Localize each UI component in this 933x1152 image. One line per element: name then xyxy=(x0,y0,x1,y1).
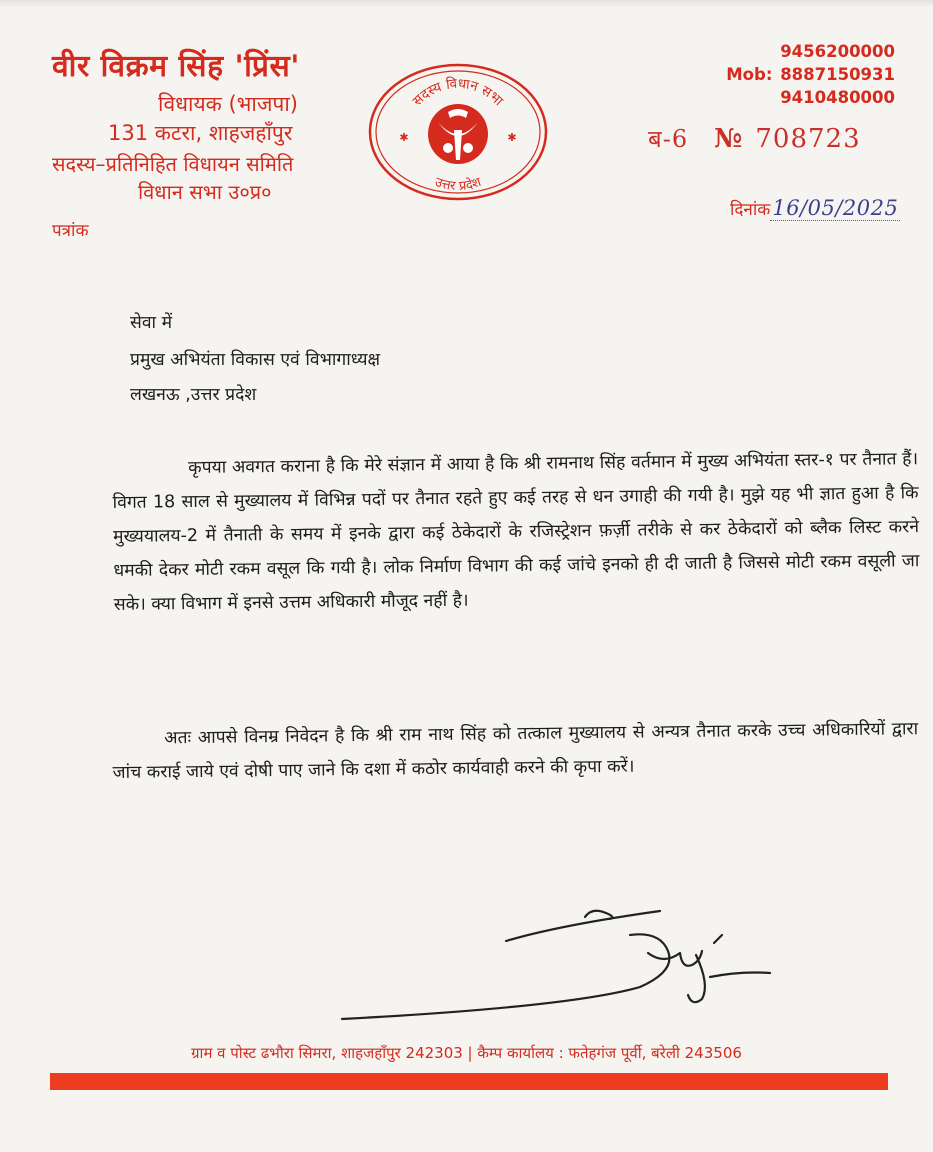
serial-value: 708723 xyxy=(755,124,861,154)
seal-top-text: सदस्य विधान सभा xyxy=(409,75,507,110)
salutation: सेवा में xyxy=(130,313,173,333)
body-paragraph-2: अतः आपसे विनम्र निवेदन है कि श्री राम नाथ सिंह को तत्काल मुख्यालय से अन्यत्र तैनात करके उच्च अधिकारियों द्वारा जांच कराई जाये एवं दोषी पाए जाने कि दशा में कठोर कार्यवाही करने की कृपा करें। xyxy=(112,719,919,783)
handwritten-signature xyxy=(330,895,790,1035)
assembly: विधान सभा उ०प्र० xyxy=(138,180,272,204)
phone-2: 8887150931 xyxy=(780,65,895,84)
serial-number xyxy=(648,122,861,155)
recipient-title: प्रमुख अभियंता विकास एवं विभागाध्यक्ष xyxy=(130,350,381,370)
date-label: दिनांक xyxy=(730,200,771,220)
recipient-location: लखनऊ ,उत्तर प्रदेश xyxy=(130,385,257,405)
svg-text:✱: ✱ xyxy=(399,131,409,144)
date-value: 16/05/2025 xyxy=(772,196,899,220)
phone-1: 9456200000 xyxy=(780,42,895,61)
phone-3: 9410480000 xyxy=(780,88,895,107)
footer-address: ग्राम व पोस्ट ढभौरा सिमरा, शाहजहाँपुर 242303 | कैम्प कार्यालय : फतेहगंज पूर्वी, बरेली 243506 xyxy=(191,1044,742,1062)
constituency: 131 कटरा, शाहजहाँपुर xyxy=(108,121,293,145)
serial-prefix: ब-6 xyxy=(648,125,689,153)
committee: सदस्य–प्रतिनिहित विधायन समिति xyxy=(52,152,294,176)
date-row xyxy=(730,196,900,220)
svg-text:✱: ✱ xyxy=(507,131,517,144)
footer-bar xyxy=(50,1073,888,1090)
body-paragraph-1: कृपया अवगत कराना है कि मेरे संज्ञान में आया है कि श्री रामनाथ सिंह वर्तमान में मुख्य अभियंता स्तर-१ पर तैनात हैं। विगत 18 साल से मुख्यालय में विभिन्न पदों पर तैनात रहते हुए कई तरह से धन उगाही की गयी है। मुझे यह भी ज्ञात हुआ है कि मुख्ययालय-2 में तैनाती के समय में इनके द्वारा कई ठेकेदारों के रजिस्ट्रेशन फ़र्ज़ी तरीके से कर ठेकेदारों को ब्लैक लिस्ट करने धमकी देकर मोटी रकम वसूल कि गयी है। लोक निर्माण विभाग की कई जांचे इनको ही दी जाती है जिससे मोटी रकम वसूली जा सके। क्या विभाग में इनसे उत्तम अधिकारी मौजूद नहीं है। xyxy=(112,449,920,615)
designation: विधायक (भाजपा) xyxy=(158,92,298,116)
phone-2-row xyxy=(726,63,895,86)
scan-edge xyxy=(0,0,933,8)
phone-numbers xyxy=(726,40,895,109)
assembly-seal-logo xyxy=(368,62,548,202)
reference-label: पत्रांक xyxy=(52,221,89,241)
seal-bottom-text: उत्तर प्रदेश xyxy=(432,174,484,195)
mla-name: वीर विक्रम सिंह 'प्रिंस' xyxy=(52,49,300,84)
numero-sign: № xyxy=(714,124,744,154)
mob-label: Mob: xyxy=(726,65,773,84)
